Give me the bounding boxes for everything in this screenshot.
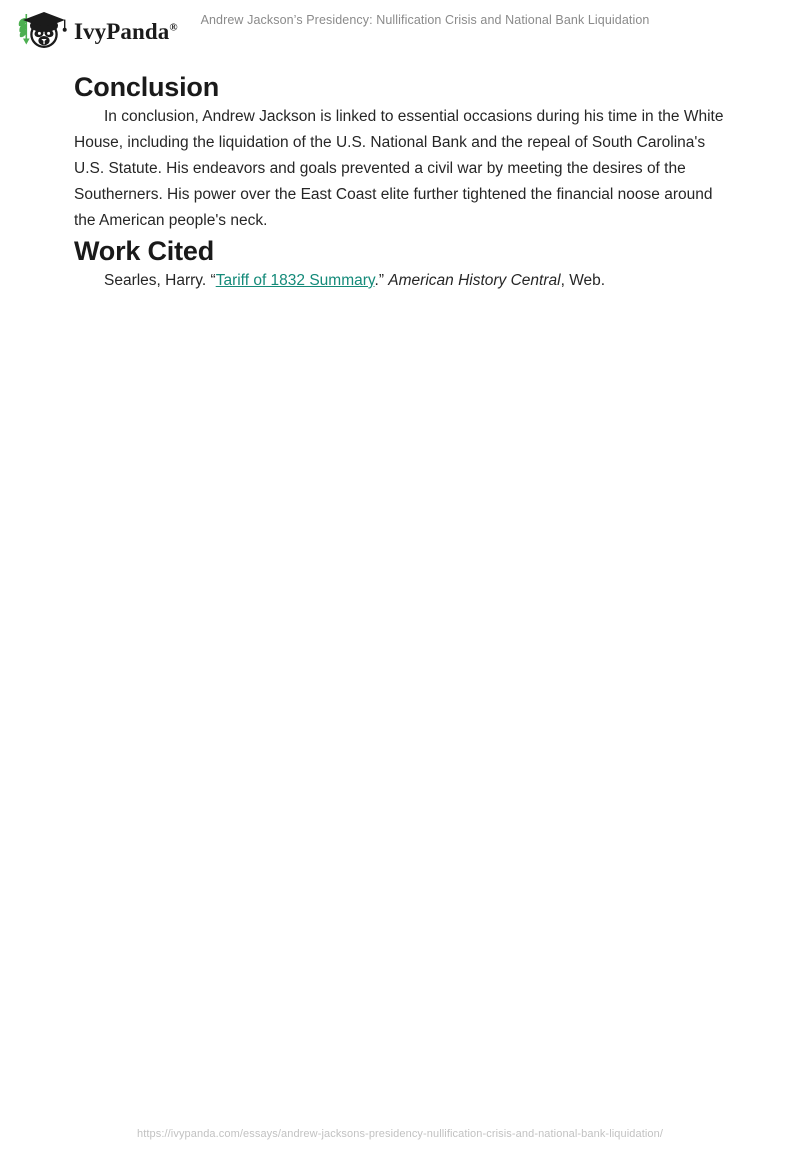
page-header bbox=[0, 0, 800, 58]
citation-author: Searles, Harry. bbox=[104, 272, 211, 289]
section-heading-conclusion: Conclusion bbox=[74, 72, 219, 102]
brand-name-text: IvyPanda bbox=[74, 18, 170, 44]
document-body bbox=[74, 70, 724, 294]
citation-close-punctuation: .” bbox=[374, 272, 389, 289]
citation-source-link[interactable]: Tariff of 1832 Summary bbox=[215, 272, 375, 289]
citation-trailing-text: , Web. bbox=[560, 272, 606, 289]
citation-entry bbox=[74, 268, 724, 294]
section-heading-work-cited: Work Cited bbox=[74, 236, 215, 266]
page-footer bbox=[0, 1124, 800, 1142]
running-title: Andrew Jackson’s Presidency: Nullification Crisis and National Bank Liquidation bbox=[200, 13, 650, 27]
paragraph-conclusion: In conclusion, Andrew Jackson is linked to essential occasions during his time in the White House, including the liquidation of the U.S. National Bank and the repeal of South Carolina's U.S. Statute. His endeavors and goals prevented a civil war by meeting the desires of the Southerners. His power over the East Coast elite further tightened the financial noose around the American people's neck. bbox=[74, 108, 724, 229]
footer-source-url[interactable]: https://ivypanda.com/essays/andrew-jacksons-presidency-nullification-crisis-and-national-bank-liquidation/ bbox=[136, 1128, 663, 1140]
citation-publication-title: American History Central bbox=[388, 272, 561, 289]
citation-open-quote: “ bbox=[210, 272, 216, 289]
registered-mark: ® bbox=[169, 20, 178, 33]
